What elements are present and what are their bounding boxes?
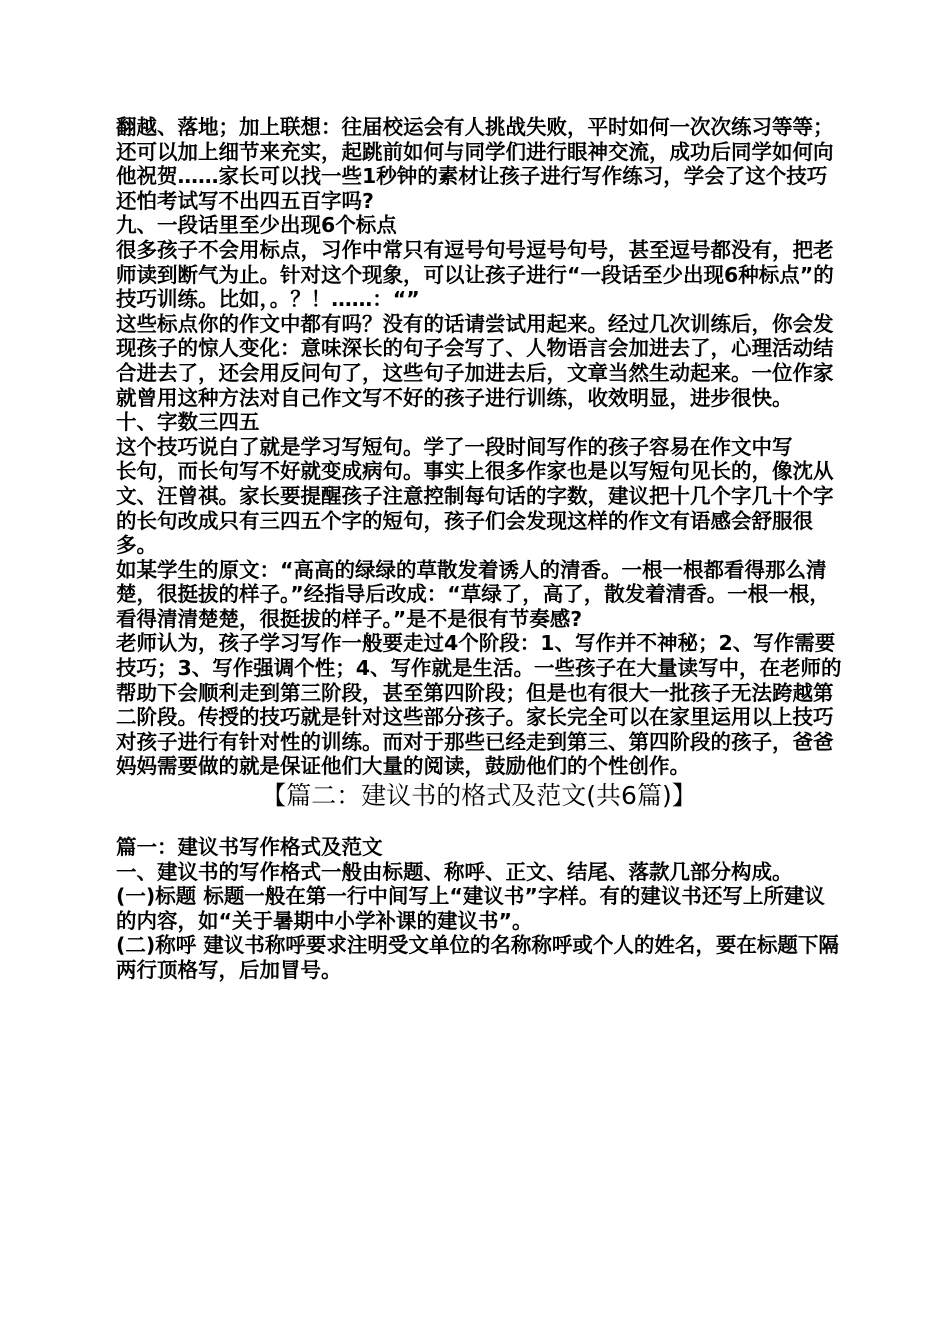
heading-part-one: 篇一：建议书写作格式及范文	[116, 835, 383, 860]
paragraph-title-rule: (一)标题 标题一般在第一行中间写上“建议书”字样。有的建议书还写上所建议的内容，如“关于暑期中小学补课的建议书”。	[116, 884, 825, 933]
paragraph-short-sentence-body: 长句，而长句写不好就变成病句。事实上很多作家也是以写短句见长的，像沈从文、汪曾祺。家长要提醒孩子注意控制每句话的字数，建议把十几个字几十个字的长句改成只有三四五个字的短句，孩子们会发现这样的作文有语感会舒服很多。	[116, 459, 834, 558]
paragraph-punctuation-result: 这些标点你的作文中都有吗？没有的话请尝试用起来。经过几次训练后，你会发现孩子的惊人变化：意味深长的句子会写了、人物语言会加进去了，心理活动结合进去了，还会用反问句了，这些句子加进去后，文章当然生动起来。一位作家就曾用这种方法对自己作文写不好的孩子进行训练，收效明显，进步很快。	[116, 311, 834, 410]
heading-nine: 九、一段话里至少出现6个标点	[116, 213, 397, 238]
section-spacer	[116, 813, 842, 835]
paragraph-short-sentence-intro: 这个技巧说白了就是学习写短句。学了一段时间写作的孩子容易在作文中写	[116, 434, 793, 459]
paragraph-punctuation-intro: 很多孩子不会用标点，习作中常只有逗号句号逗号句号，甚至逗号都没有，把老师读到断气为止。针对这个现象，可以让孩子进行“一段话至少出现6种标点”的技巧训练。比如，。？！……：“”	[116, 237, 834, 312]
document-body	[116, 115, 842, 983]
paragraph-format-overview: 一、建议书的写作格式一般由标题、称呼、正文、结尾、落款几部分构成。	[116, 859, 793, 884]
section-title: 【篇二：建议书的格式及范文(共6篇)】	[261, 781, 697, 811]
paragraph-high-jump: 翻越、落地；加上联想：往届校运会有人挑战失败，平时如何一次次练习等等；还可以加上细节来充实，起跳前如何与同学们进行眼神交流，成功后同学如何向他祝贺……家长可以找一些1秒钟的素材让孩子进行写作练习，学会了这个技巧还怕考试写不出四五百字吗?	[116, 115, 834, 213]
paragraph-salutation-rule: (二)称呼 建议书称呼要求注明受文单位的名称称呼或个人的姓名，要在标题下隔两行顶格写，后加冒号。	[116, 933, 839, 982]
paragraph-four-stages: 老师认为，孩子学习写作一般要走过4个阶段：1、写作并不神秘；2、写作需要技巧；3、写作强调个性；4、写作就是生活。一些孩子在大量读写中，在老师的帮助下会顺利走到第三阶段，甚至第四阶段；但是也有很大一批孩子无法跨越第二阶段。传授的技巧就是针对这些部分孩子。家长完全可以在家里运用以上技巧对孩子进行有针对性的训练。而对于那些已经走到第三、第四阶段的孩子，爸爸妈妈需要做的就是保证他们大量的阅读，鼓励他们的个性创作。	[116, 631, 842, 779]
heading-ten: 十、字数三四五	[116, 410, 260, 435]
paragraph-example: 如某学生的原文：“高高的绿绿的草散发着诱人的清香。一根一根都看得那么清楚，很挺拔的样子。”经指导后改成：“草绿了，高了，散发着清香。一根一根，看得清清楚楚，很挺拔的样子。”是不是很有节奏感?	[116, 557, 830, 631]
